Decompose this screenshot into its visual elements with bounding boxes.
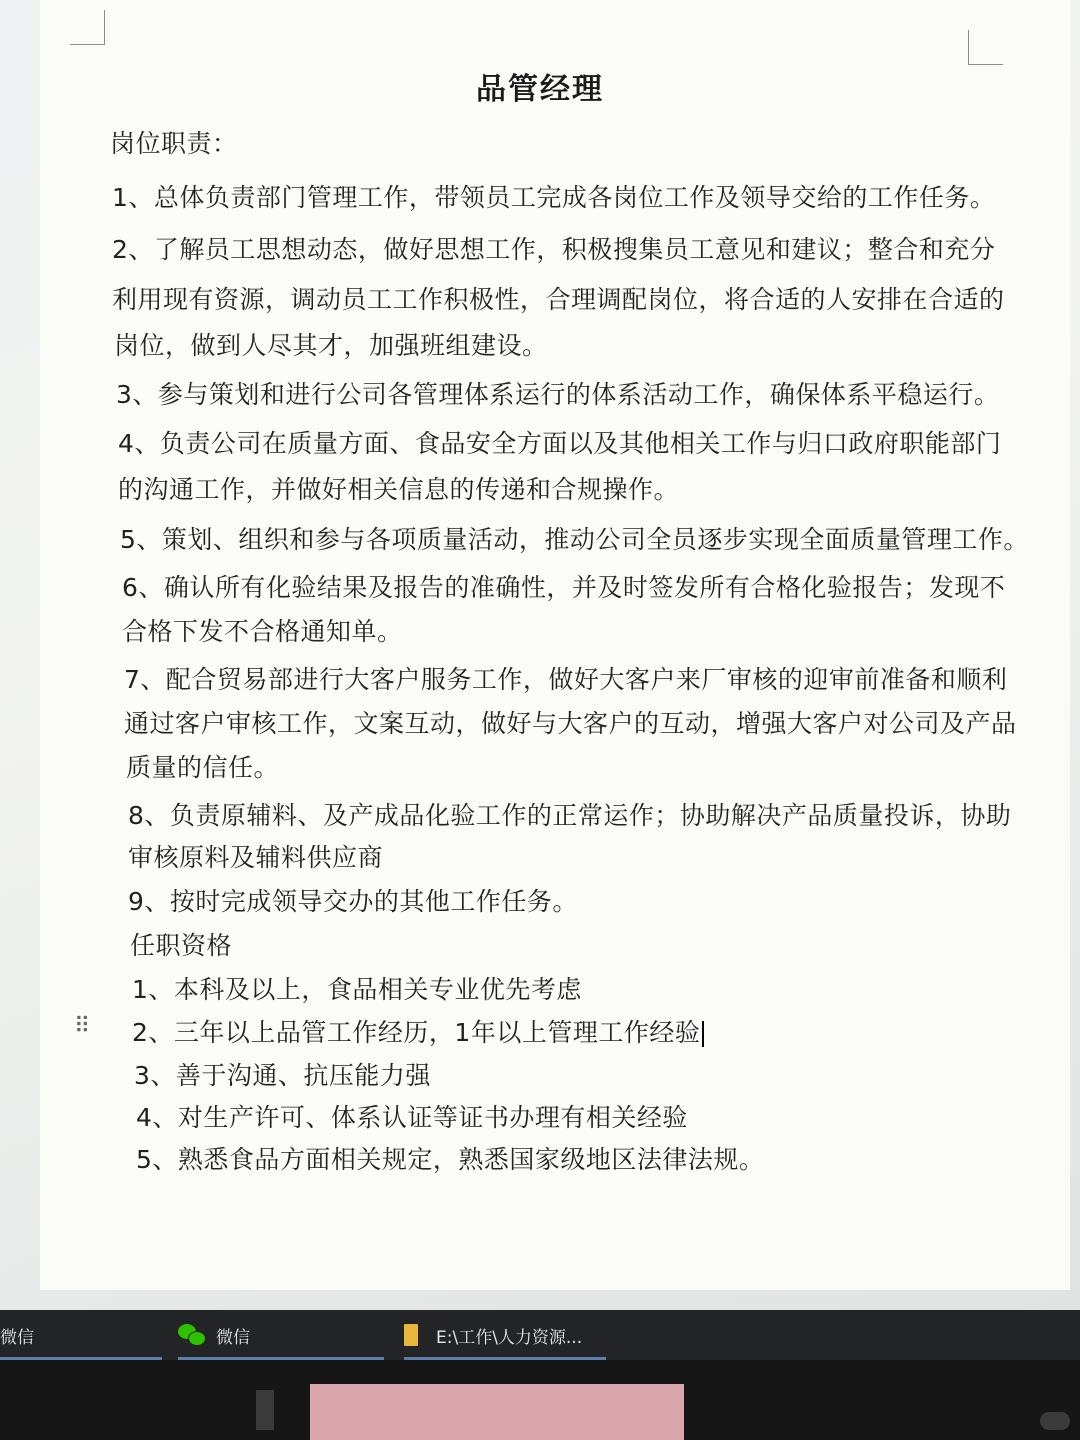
duty-line: 通过客户审核工作，文案互动，做好与大客户的互动，增强大客户对公司及产品 [124,709,1017,738]
requirement-line: 3、善于沟通、抗压能力强 [134,1061,431,1090]
taskbar-item-folder[interactable] [404,1310,606,1360]
taskbar [0,1310,1080,1360]
section-heading-duties: 岗位职责： [110,129,238,158]
duty-line: 2、了解员工思想动态，做好思想工作，积极搜集员工意见和建议；整合和充分 [112,235,996,264]
duty-line: 7、配合贸易部进行大客户服务工作，做好大客户来厂审核的迎审前准备和顺利 [124,665,1008,694]
page-corner-mark-top-right [968,30,1003,65]
duty-line: 合格下发不合格通知单。 [122,617,403,646]
requirement-line: 1、本科及以上，食品相关专业优先考虑 [132,975,582,1004]
duty-line: 8、负责原辅料、及产成品化验工作的正常运作；协助解决产品质量投诉，协助 [128,801,1012,830]
duty-line: 5、策划、组织和参与各项质量活动，推动公司全员逐步实现全面质量管理工作。 [120,525,1029,554]
duty-line: 6、确认所有化验结果及报告的准确性，并及时签发所有合格化验报告；发现不 [122,573,1006,602]
text-caret [702,1021,704,1047]
requirement-line: 4、对生产许可、体系认证等证书办理有相关经验 [136,1103,688,1132]
requirement-line: 5、熟悉食品方面相关规定，熟悉国家级地区法律法规。 [136,1145,765,1174]
duty-line: 审核原料及辅料供应商 [128,843,384,872]
drag-handle-icon[interactable]: ⠿ [74,1014,91,1039]
duty-line: 岗位，做到人尽其才，加强班组建设。 [114,331,548,360]
duty-line: 4、负责公司在质量方面、食品安全方面以及其他相关工作与归口政府职能部门 [118,429,1002,458]
duty-line: 质量的信任。 [126,753,280,782]
document-title: 品管经理 [476,72,604,107]
taskbar-item-label: 微信 [216,1327,250,1348]
requirement-line-text: 2、三年以上品管工作经历，1年以上管理工作经验 [132,1018,701,1047]
wechat-icon [178,1324,204,1346]
page-corner-mark-top-left [70,10,105,45]
taskbar-item-wechat-left[interactable] [0,1310,162,1360]
duty-line: 3、参与策划和进行公司各管理体系运行的体系活动工作，确保体系平稳运行。 [116,380,1000,409]
section-heading-qualifications: 任职资格 [130,931,233,960]
duty-line: 利用现有资源，调动员工工作积极性，合理调配岗位，将合适的人安排在合适的 [112,285,1005,314]
desk-object [256,1390,274,1430]
folder-icon [404,1324,418,1346]
taskbar-item-label: 微信 [0,1327,34,1348]
taskbar-item-label: E:\工作\人力资源... [436,1327,583,1348]
duty-line: 9、按时完成领导交办的其他工作任务。 [128,887,578,916]
requirement-line-active[interactable] [132,1013,704,1049]
taskbar-item-wechat[interactable] [178,1310,384,1360]
watermark-badge [1040,1412,1070,1430]
duty-line: 1、总体负责部门管理工作，带领员工完成各岗位工作及领导交给的工作任务。 [112,183,996,212]
duty-line: 的沟通工作，并做好相关信息的传递和合规操作。 [118,475,680,504]
desk-object-pink [310,1384,684,1440]
